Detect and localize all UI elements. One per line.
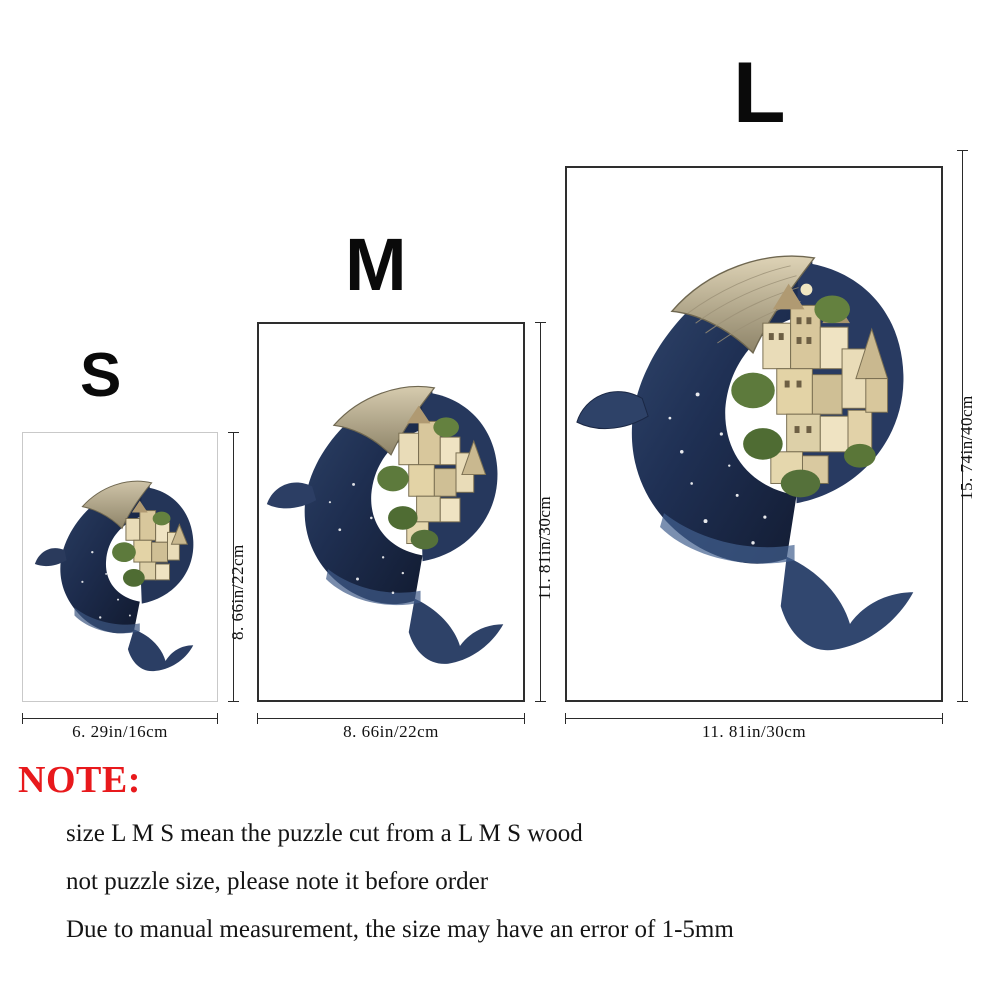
note-line-1: size L M S mean the puzzle cut from a L M S wood bbox=[66, 820, 583, 847]
dimension-label-l-width: 11. 81in/30cm bbox=[701, 722, 807, 741]
product-frame-l bbox=[565, 166, 943, 702]
size-letter-s: S bbox=[80, 341, 121, 410]
product-frame-s bbox=[22, 432, 218, 702]
size-letter-m: M bbox=[345, 223, 406, 306]
dimension-label-m-width: 8. 66in/22cm bbox=[343, 722, 439, 741]
note-line-2: not puzzle size, please note it before order bbox=[66, 868, 489, 895]
whale-city-artwork-l bbox=[567, 168, 941, 700]
dimension-line-l-width bbox=[565, 718, 943, 719]
note-line-3: Due to manual measurement, the size may have an error of 1-5mm bbox=[66, 916, 734, 943]
dimension-line-s-width bbox=[22, 718, 218, 719]
dimension-label-s-height: 8. 66in/22cm bbox=[228, 544, 247, 640]
note-title: NOTE: bbox=[18, 759, 141, 801]
dimension-label-m-height: 11. 81in/30cm bbox=[535, 495, 554, 600]
whale-city-artwork-m bbox=[259, 324, 523, 700]
product-frame-m bbox=[257, 322, 525, 702]
note-block bbox=[0, 752, 1000, 1000]
dimension-label-s-width: 6. 29in/16cm bbox=[72, 722, 168, 741]
dimension-label-l-height: 15. 74in/40cm bbox=[957, 395, 976, 500]
dimension-line-m-width bbox=[257, 718, 525, 719]
whale-city-artwork-s bbox=[23, 433, 217, 701]
size-letter-l: L bbox=[733, 45, 785, 141]
